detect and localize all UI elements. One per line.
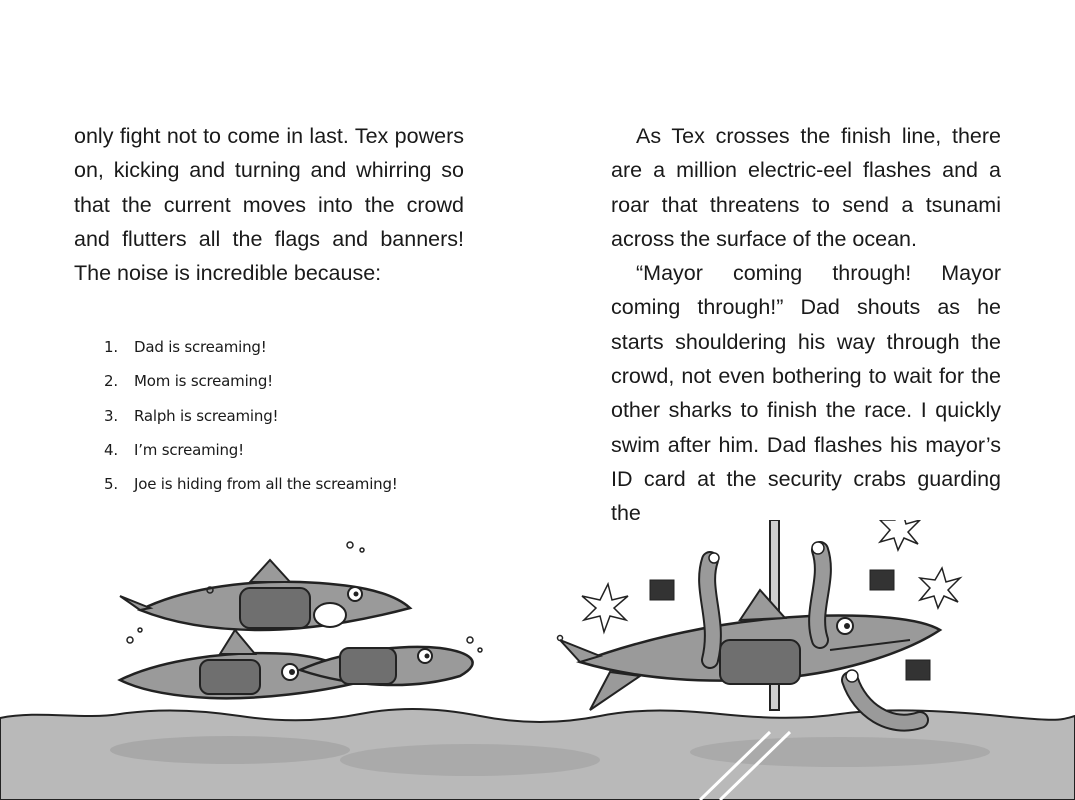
list-number: 2. <box>104 372 118 391</box>
list-number: 4. <box>104 440 118 459</box>
winning-shark <box>560 590 940 710</box>
list-item <box>104 467 444 501</box>
right-paragraph-1: As Tex crosses the finish line, there are a million electric-eel flashes and a roar that threatens to send a tsunami across the surface of the ocean. <box>611 124 1001 251</box>
list-item <box>104 364 444 398</box>
list-text: Mom is screaming! <box>134 372 273 391</box>
race-finish-illustration <box>0 520 1075 800</box>
list-item <box>104 330 444 364</box>
list-item <box>104 399 444 433</box>
list-number: 5. <box>104 475 118 494</box>
floor-shadow <box>690 737 990 767</box>
list-number: 1. <box>104 338 118 356</box>
floor-shadow <box>110 736 350 764</box>
left-paragraph: only fight not to come in last. Tex powers on, kicking and turning and whirring so that the current moves into the crowd and flutters all the flags and banners! The noise is incredible because: <box>74 124 464 286</box>
list-text: Ralph is screaming! <box>134 406 279 425</box>
list-text: I’m screaming! <box>134 440 244 459</box>
list-text: Dad is screaming! <box>134 338 267 356</box>
list-text: Joe is hiding from all the screaming! <box>134 475 398 494</box>
racing-shark <box>120 560 410 630</box>
floor-shadow <box>340 744 600 776</box>
right-text-column <box>611 119 1001 531</box>
list-item <box>104 433 444 467</box>
right-paragraph-2: “Mayor coming through! Mayor coming through!” Dad shouts as he starts shouldering his way through the crowd, not even bothering to wait for the other sharks to finish the race. I quickly swim after him. Dad flashes his mayor’s ID card at the security crabs guarding the <box>611 261 1001 526</box>
left-text-column <box>74 119 464 290</box>
list-number: 3. <box>104 406 118 425</box>
screaming-list <box>104 330 444 501</box>
